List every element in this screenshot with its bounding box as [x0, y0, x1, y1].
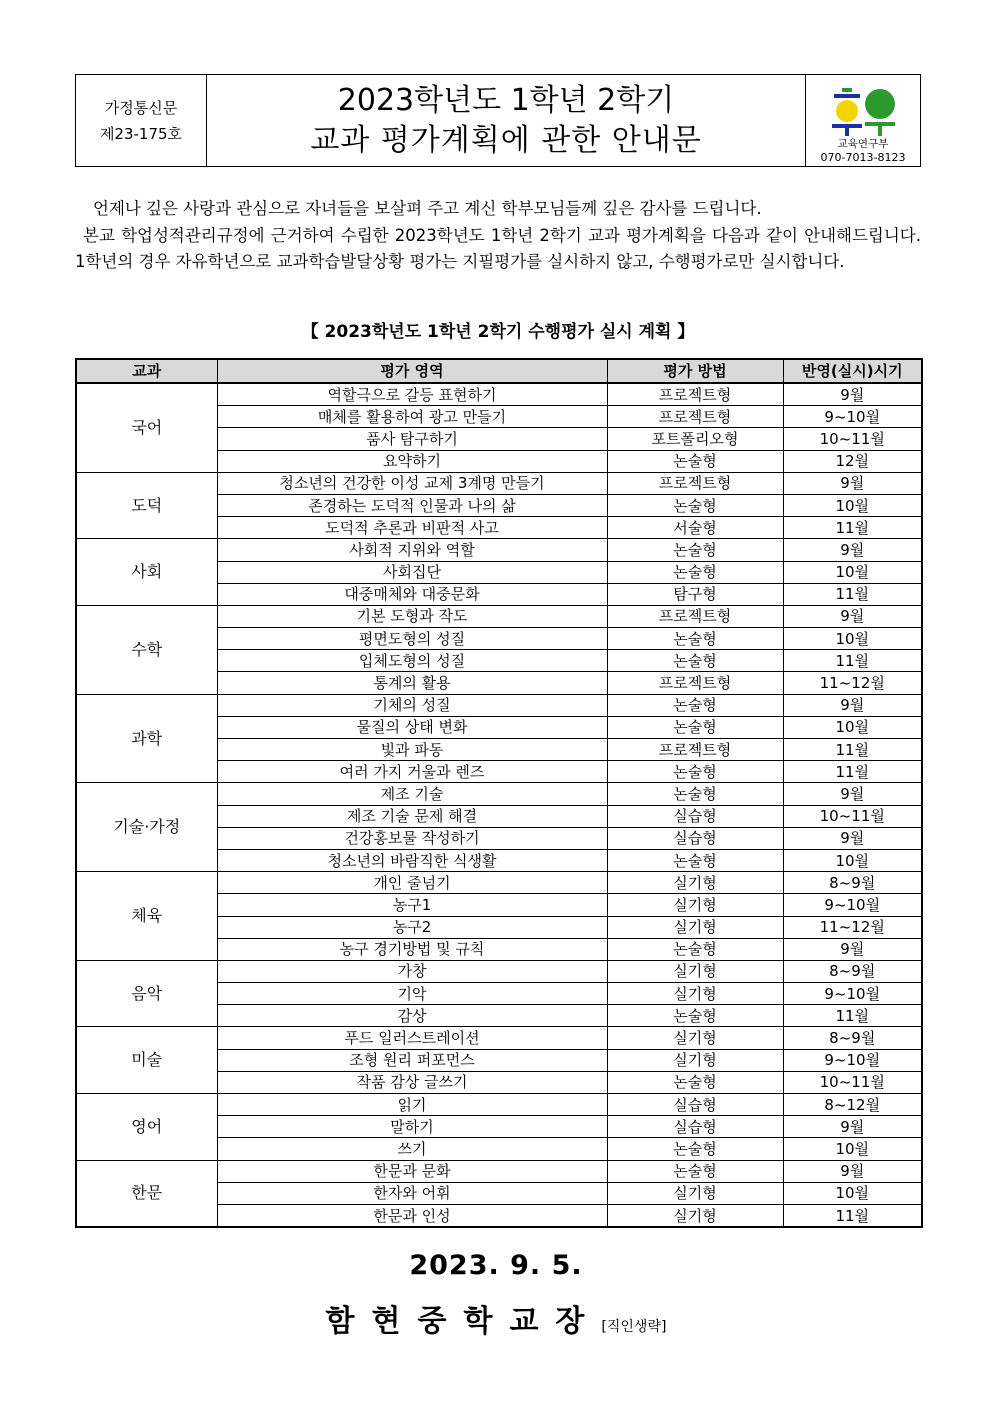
method-cell: 논술형 [607, 494, 783, 516]
method-cell: 논술형 [607, 1005, 783, 1027]
method-cell: 실습형 [607, 827, 783, 849]
department-name: 교육연구부 [837, 138, 889, 150]
table-row [76, 1160, 922, 1182]
method-cell: 프로젝트형 [607, 472, 783, 494]
method-cell: 프로젝트형 [607, 605, 783, 627]
area-cell: 청소년의 건강한 이성 교제 3계명 만들기 [217, 472, 607, 494]
seal-note: [직인생략] [601, 1319, 667, 1335]
area-cell: 대중매체와 대중문화 [217, 583, 607, 605]
table-row [76, 605, 922, 627]
table-row [76, 872, 922, 894]
table-row [76, 694, 922, 716]
method-cell: 실기형 [607, 916, 783, 938]
principal-name: 함현중학교장 [325, 1304, 602, 1339]
header-method: 평가 방법 [607, 359, 783, 383]
subject-cell: 한문 [76, 1160, 217, 1227]
period-cell: 8~9월 [783, 1027, 922, 1049]
document-date: 2023. 9. 5. [409, 1250, 583, 1281]
method-cell: 실기형 [607, 1204, 783, 1227]
area-cell: 청소년의 바람직한 식생활 [217, 849, 607, 871]
table-row [76, 539, 922, 561]
area-cell: 말하기 [217, 1116, 607, 1138]
period-cell: 10~11월 [783, 1071, 922, 1093]
area-cell: 통계의 활용 [217, 672, 607, 694]
period-cell: 9~10월 [783, 894, 922, 916]
area-cell: 품사 탐구하기 [217, 428, 607, 450]
area-cell: 감상 [217, 1005, 607, 1027]
notice-paragraph: 본교 학업성적관리규정에 근거하여 수립한 2023학년도 1학년 2학기 교과 평가계획을 다음과 같이 안내해드립니다. 1학년의 경우 자유학년으로 교과학습발달상황 평가는 지필평가를 실시하지 않고, 수행평가로만 실시합니다. [75, 225, 921, 271]
table-row [76, 1094, 922, 1116]
method-cell: 논술형 [607, 783, 783, 805]
table-row [76, 960, 922, 982]
method-cell: 논술형 [607, 938, 783, 960]
subject-cell: 사회 [76, 539, 217, 606]
area-cell: 작품 감상 글쓰기 [217, 1071, 607, 1093]
intro-text [75, 196, 921, 276]
method-cell: 논술형 [607, 694, 783, 716]
header-subject: 교과 [76, 359, 217, 383]
subject-cell: 도덕 [76, 472, 217, 539]
period-cell: 9월 [783, 605, 922, 627]
period-cell: 11~12월 [783, 916, 922, 938]
method-cell: 실습형 [607, 1094, 783, 1116]
area-cell: 사회적 지위와 역할 [217, 539, 607, 561]
document-info [76, 75, 207, 166]
table-row [76, 783, 922, 805]
period-cell: 8~12월 [783, 1094, 922, 1116]
period-cell: 10~11월 [783, 805, 922, 827]
subject-cell: 체육 [76, 872, 217, 961]
area-cell: 읽기 [217, 1094, 607, 1116]
document-header [75, 74, 921, 167]
method-cell: 실기형 [607, 1027, 783, 1049]
period-cell: 11월 [783, 1005, 922, 1027]
area-cell: 푸드 일러스트레이션 [217, 1027, 607, 1049]
method-cell: 실기형 [607, 1049, 783, 1071]
period-cell: 9월 [783, 694, 922, 716]
subject-cell: 수학 [76, 605, 217, 694]
area-cell: 요약하기 [217, 450, 607, 472]
area-cell: 물질의 상태 변화 [217, 716, 607, 738]
area-cell: 건강홍보물 작성하기 [217, 827, 607, 849]
period-cell: 10월 [783, 494, 922, 516]
period-cell: 9월 [783, 472, 922, 494]
area-cell: 여러 가지 거울과 렌즈 [217, 761, 607, 783]
evaluation-plan-table [75, 358, 923, 1228]
method-cell: 논술형 [607, 650, 783, 672]
period-cell: 9월 [783, 383, 922, 406]
table-body [76, 383, 922, 1227]
method-cell: 실기형 [607, 872, 783, 894]
area-cell: 제조 기술 [217, 783, 607, 805]
method-cell: 실습형 [607, 805, 783, 827]
period-cell: 11월 [783, 761, 922, 783]
greeting-paragraph: 언제나 깊은 사랑과 관심으로 자녀들을 보살펴 주고 계신 학부모님들께 깊은 감사를 드립니다. [93, 199, 762, 218]
area-cell: 쓰기 [217, 1138, 607, 1160]
method-cell: 논술형 [607, 716, 783, 738]
method-cell: 탐구형 [607, 583, 783, 605]
title-line-2: 교과 평가계획에 관한 안내문 [310, 122, 702, 158]
area-cell: 도덕적 추론과 비판적 사고 [217, 517, 607, 539]
subject-cell: 과학 [76, 694, 217, 783]
method-cell: 프로젝트형 [607, 672, 783, 694]
period-cell: 12월 [783, 450, 922, 472]
header-period: 반영(실시)시기 [783, 359, 922, 383]
area-cell: 사회집단 [217, 561, 607, 583]
subject-cell: 미술 [76, 1027, 217, 1094]
method-cell: 포트폴리오형 [607, 428, 783, 450]
area-cell: 가창 [217, 960, 607, 982]
area-cell: 기체의 성질 [217, 694, 607, 716]
method-cell: 실기형 [607, 894, 783, 916]
method-cell: 논술형 [607, 849, 783, 871]
period-cell: 10~11월 [783, 428, 922, 450]
period-cell: 10월 [783, 561, 922, 583]
method-cell: 논술형 [607, 539, 783, 561]
department-box [805, 75, 920, 166]
period-cell: 11월 [783, 517, 922, 539]
period-cell: 9월 [783, 1160, 922, 1182]
period-cell: 10월 [783, 628, 922, 650]
method-cell: 실습형 [607, 1116, 783, 1138]
method-cell: 실기형 [607, 983, 783, 1005]
method-cell: 논술형 [607, 1071, 783, 1093]
period-cell: 11~12월 [783, 672, 922, 694]
subject-cell: 음악 [76, 960, 217, 1027]
area-cell: 입체도형의 성질 [217, 650, 607, 672]
period-cell: 10월 [783, 1138, 922, 1160]
table-row [76, 1027, 922, 1049]
title-line-1: 2023학년도 1학년 2학기 [337, 82, 675, 118]
doc-type: 가정통신문 [104, 98, 178, 117]
area-cell: 농구1 [217, 894, 607, 916]
period-cell: 8~9월 [783, 872, 922, 894]
area-cell: 기본 도형과 작도 [217, 605, 607, 627]
area-cell: 평면도형의 성질 [217, 628, 607, 650]
area-cell: 한문과 문화 [217, 1160, 607, 1182]
doc-number: 제23-175호 [99, 124, 183, 143]
period-cell: 8~9월 [783, 960, 922, 982]
area-cell: 한자와 어휘 [217, 1182, 607, 1204]
method-cell: 프로젝트형 [607, 406, 783, 428]
method-cell: 실기형 [607, 960, 783, 982]
method-cell: 논술형 [607, 561, 783, 583]
period-cell: 9월 [783, 1116, 922, 1138]
period-cell: 10월 [783, 849, 922, 871]
area-cell: 농구2 [217, 916, 607, 938]
area-cell: 존경하는 도덕적 인물과 나의 삶 [217, 494, 607, 516]
table-row [76, 472, 922, 494]
period-cell: 11월 [783, 739, 922, 761]
subject-cell: 기술·가정 [76, 783, 217, 872]
area-cell: 개인 줄넘기 [217, 872, 607, 894]
period-cell: 9월 [783, 539, 922, 561]
period-cell: 9월 [783, 827, 922, 849]
plan-title: 【 2023학년도 1학년 2학기 수행평가 실시 계획 】 [301, 322, 695, 342]
method-cell: 논술형 [607, 1138, 783, 1160]
period-cell: 9월 [783, 938, 922, 960]
area-cell: 빛과 파동 [217, 739, 607, 761]
period-cell: 11월 [783, 650, 922, 672]
period-cell: 10월 [783, 716, 922, 738]
area-cell: 매체를 활용하여 광고 만들기 [217, 406, 607, 428]
department-phone: 070-7013-8123 [820, 151, 906, 164]
period-cell: 11월 [783, 583, 922, 605]
header-area: 평가 영역 [217, 359, 607, 383]
method-cell: 논술형 [607, 628, 783, 650]
area-cell: 한문과 인성 [217, 1204, 607, 1227]
area-cell: 기악 [217, 983, 607, 1005]
principal-signature [0, 1296, 992, 1340]
table-row [76, 383, 922, 406]
method-cell: 논술형 [607, 450, 783, 472]
area-cell: 제조 기술 문제 해결 [217, 805, 607, 827]
period-cell: 9~10월 [783, 1049, 922, 1071]
method-cell: 프로젝트형 [607, 383, 783, 406]
period-cell: 10월 [783, 1182, 922, 1204]
area-cell: 조형 원리 퍼포먼스 [217, 1049, 607, 1071]
method-cell: 실기형 [607, 1182, 783, 1204]
period-cell: 11월 [783, 1204, 922, 1227]
method-cell: 논술형 [607, 1160, 783, 1182]
method-cell: 프로젝트형 [607, 739, 783, 761]
period-cell: 9월 [783, 783, 922, 805]
method-cell: 서술형 [607, 517, 783, 539]
area-cell: 농구 경기방법 및 규칙 [217, 938, 607, 960]
area-cell: 역할극으로 갈등 표현하기 [217, 383, 607, 406]
subject-cell: 영어 [76, 1094, 217, 1161]
period-cell: 9~10월 [783, 406, 922, 428]
method-cell: 논술형 [607, 761, 783, 783]
table-header-row [76, 359, 922, 383]
period-cell: 9~10월 [783, 983, 922, 1005]
school-logo-icon [828, 86, 898, 138]
document-title [207, 75, 805, 166]
subject-cell: 국어 [76, 383, 217, 472]
